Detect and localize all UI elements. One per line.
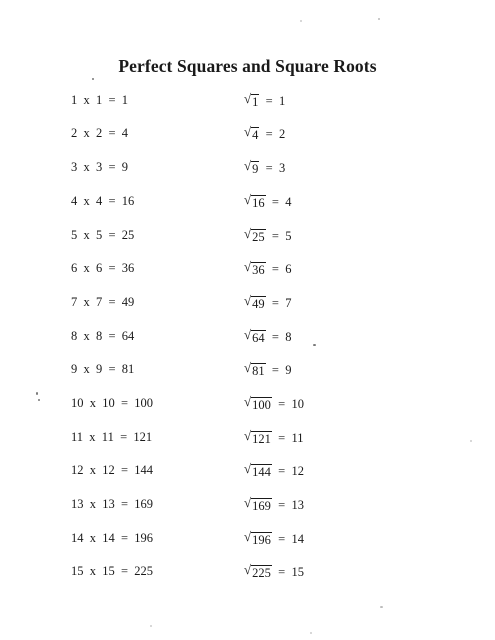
radicand: 81 [252, 364, 265, 378]
square-product: 7 x 7 = 49 [71, 295, 135, 309]
radicand: 1 [252, 95, 259, 109]
square-product: 14 x 14 = 196 [71, 531, 154, 545]
radical-icon: √ [244, 124, 252, 139]
root-value: 12 [291, 464, 304, 478]
radical-icon: √ [244, 428, 252, 443]
scan-speck [300, 20, 302, 22]
square-root-expression: √ 64 = 8 [244, 327, 292, 345]
square-root-expression: √ 121 = 11 [244, 428, 304, 446]
square-root-expression: √ 25 = 5 [244, 226, 292, 244]
scan-speck [38, 399, 40, 401]
square-root-expression: √ 81 = 9 [244, 360, 292, 378]
square-root-expression: √ 16 = 4 [244, 192, 292, 210]
square-product: 13 x 13 = 169 [71, 497, 154, 511]
radical-icon: √ [244, 495, 252, 510]
table-row [0, 93, 495, 113]
square-product: 9 x 9 = 81 [71, 362, 135, 376]
table-row [0, 362, 495, 382]
root-value: 15 [291, 565, 304, 579]
table-row [0, 497, 495, 517]
square-root-expression: √ 196 = 14 [244, 529, 304, 547]
table-row [0, 329, 495, 349]
table-row [0, 295, 495, 315]
radicand: 121 [252, 432, 271, 446]
square-root-expression: √ 9 = 3 [244, 158, 286, 176]
radical-icon: √ [244, 529, 252, 544]
scan-speck [380, 606, 383, 608]
radicand: 4 [252, 128, 259, 142]
radicand: 49 [252, 297, 265, 311]
square-product: 3 x 3 = 9 [71, 160, 129, 174]
square-product: 4 x 4 = 16 [71, 194, 135, 208]
root-value: 9 [285, 363, 292, 377]
scan-speck [150, 625, 152, 627]
square-root-expression: √ 144 = 12 [244, 461, 304, 479]
square-root-expression: √ 4 = 2 [244, 124, 286, 142]
radicand: 100 [252, 398, 271, 412]
table-row [0, 126, 495, 146]
table-row [0, 261, 495, 281]
square-root-expression: √ 100 = 10 [244, 394, 304, 412]
square-root-expression: √ 36 = 6 [244, 259, 292, 277]
radical-icon: √ [244, 394, 252, 409]
table-row [0, 463, 495, 483]
root-value: 3 [278, 161, 286, 175]
radical-icon: √ [244, 91, 252, 106]
radicand: 64 [252, 331, 265, 345]
radicand: 25 [252, 230, 265, 244]
table-row [0, 396, 495, 416]
square-product: 12 x 12 = 144 [71, 463, 154, 477]
table-row [0, 228, 495, 248]
radical-icon: √ [244, 360, 252, 375]
radicand: 144 [252, 465, 271, 479]
root-value: 13 [291, 498, 304, 512]
square-product: 10 x 10 = 100 [71, 396, 154, 410]
radical-icon: √ [244, 192, 252, 207]
radicand: 225 [252, 566, 271, 580]
radical-icon: √ [244, 327, 252, 342]
root-value: 11 [291, 431, 304, 445]
root-value: 7 [285, 296, 292, 310]
scan-speck [470, 440, 472, 442]
table-row [0, 564, 495, 584]
page-title: Perfect Squares and Square Roots [118, 56, 377, 76]
radical-icon: √ [244, 226, 252, 241]
root-value: 5 [285, 229, 292, 243]
square-root-expression: √ 1 = 1 [244, 91, 286, 109]
table-row [0, 160, 495, 180]
square-product: 6 x 6 = 36 [71, 261, 135, 275]
square-product: 5 x 5 = 25 [71, 228, 135, 242]
radicand: 16 [252, 196, 265, 210]
square-root-expression: √ 225 = 15 [244, 562, 304, 580]
scan-speck [36, 392, 38, 395]
root-value: 8 [285, 330, 292, 344]
radical-icon: √ [244, 562, 252, 577]
square-product: 2 x 2 = 4 [71, 126, 129, 140]
table-row [0, 430, 495, 450]
radical-icon: √ [244, 158, 252, 173]
root-value: 4 [285, 195, 292, 209]
square-root-expression: √ 169 = 13 [244, 495, 304, 513]
root-value: 6 [285, 262, 292, 276]
radicand: 196 [252, 533, 271, 547]
radical-icon: √ [244, 259, 252, 274]
radicand: 9 [252, 162, 259, 176]
scan-speck [313, 344, 316, 346]
root-value: 14 [291, 532, 304, 546]
scan-speck [310, 632, 312, 634]
radicand: 169 [252, 499, 271, 513]
scan-speck [92, 78, 94, 80]
square-product: 8 x 8 = 64 [71, 329, 135, 343]
radicand: 36 [252, 263, 265, 277]
square-root-expression: √ 49 = 7 [244, 293, 292, 311]
table-row [0, 531, 495, 551]
root-value: 1 [278, 94, 286, 108]
radical-icon: √ [244, 293, 252, 308]
radical-icon: √ [244, 461, 252, 476]
square-product: 11 x 11 = 121 [71, 430, 153, 444]
table-row [0, 194, 495, 214]
root-value: 2 [278, 127, 286, 141]
root-value: 10 [291, 397, 304, 411]
scan-speck [378, 18, 380, 20]
square-product: 1 x 1 = 1 [71, 93, 129, 107]
square-product: 15 x 15 = 225 [71, 564, 154, 578]
